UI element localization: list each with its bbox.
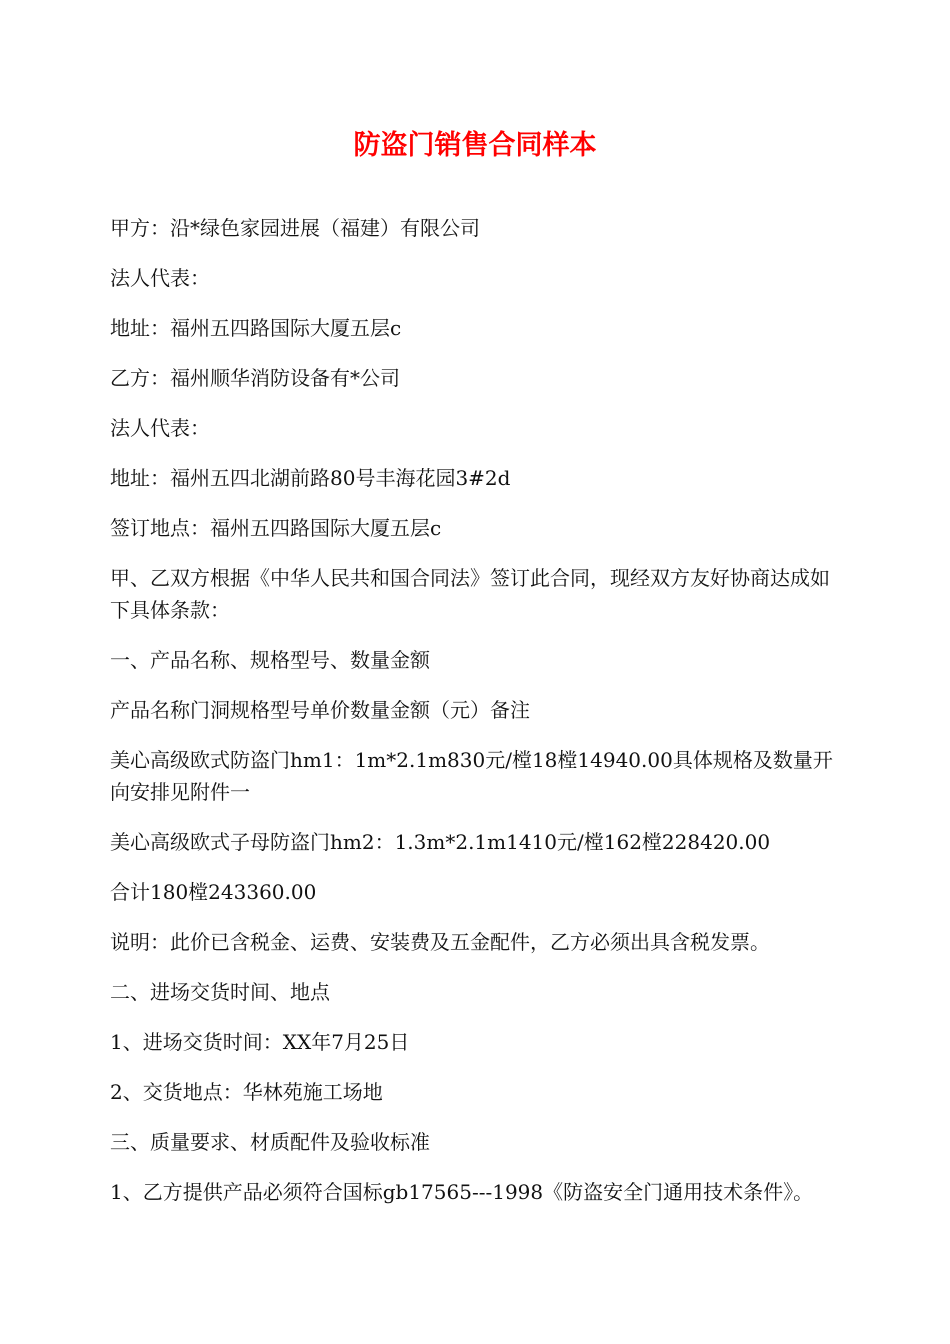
product-total: 合计180樘243360.00 xyxy=(110,880,317,904)
agreement-intro: 甲、乙双方根据《中华人民共和国合同法》签订此合同，现经双方友好协商达成如下具体条款： xyxy=(110,566,830,622)
section-1-heading: 一、产品名称、规格型号、数量金额 xyxy=(110,648,430,672)
product-row-1: 美心高级欧式防盗门hm1：1m*2.1m830元/樘18樘14940.00具体规格及数量开向安排见附件一 xyxy=(110,748,833,804)
product-table-header: 产品名称门洞规格型号单价数量金额（元）备注 xyxy=(110,698,530,722)
delivery-time: 1、进场交货时间：XX年7月25日 xyxy=(110,1030,410,1054)
party-b-line: 乙方：福州顺华消防设备有*公司 xyxy=(110,366,400,390)
document-body xyxy=(110,212,845,1226)
party-b-address: 地址：福州五四北湖前路80号丰海花园3#2d xyxy=(110,466,511,490)
party-a-legal-rep: 法人代表： xyxy=(110,266,210,290)
party-a-line: 甲方：沿*绿色家园进展（福建）有限公司 xyxy=(110,216,480,240)
delivery-place: 2、交货地点：华林苑施工场地 xyxy=(110,1080,383,1104)
section-3-heading: 三、质量要求、材质配件及验收标准 xyxy=(110,1130,430,1154)
party-b-legal-rep: 法人代表： xyxy=(110,416,210,440)
signing-place: 签订地点：福州五四路国际大厦五层c xyxy=(110,516,442,540)
price-note: 说明：此价已含税金、运费、安装费及五金配件，乙方必须出具含税发票。 xyxy=(110,930,770,954)
document-title: 防盗门销售合同样本 xyxy=(353,130,597,161)
party-a-address: 地址：福州五四路国际大厦五层c xyxy=(110,316,402,340)
product-row-2: 美心高级欧式子母防盗门hm2：1.3m*2.1m1410元/樘162樘228420.00 xyxy=(110,830,771,854)
quality-standard: 1、乙方提供产品必须符合国标gb17565---1998《防盗安全门通用技术条件》。 xyxy=(110,1180,814,1204)
section-2-heading: 二、进场交货时间、地点 xyxy=(110,980,330,1004)
